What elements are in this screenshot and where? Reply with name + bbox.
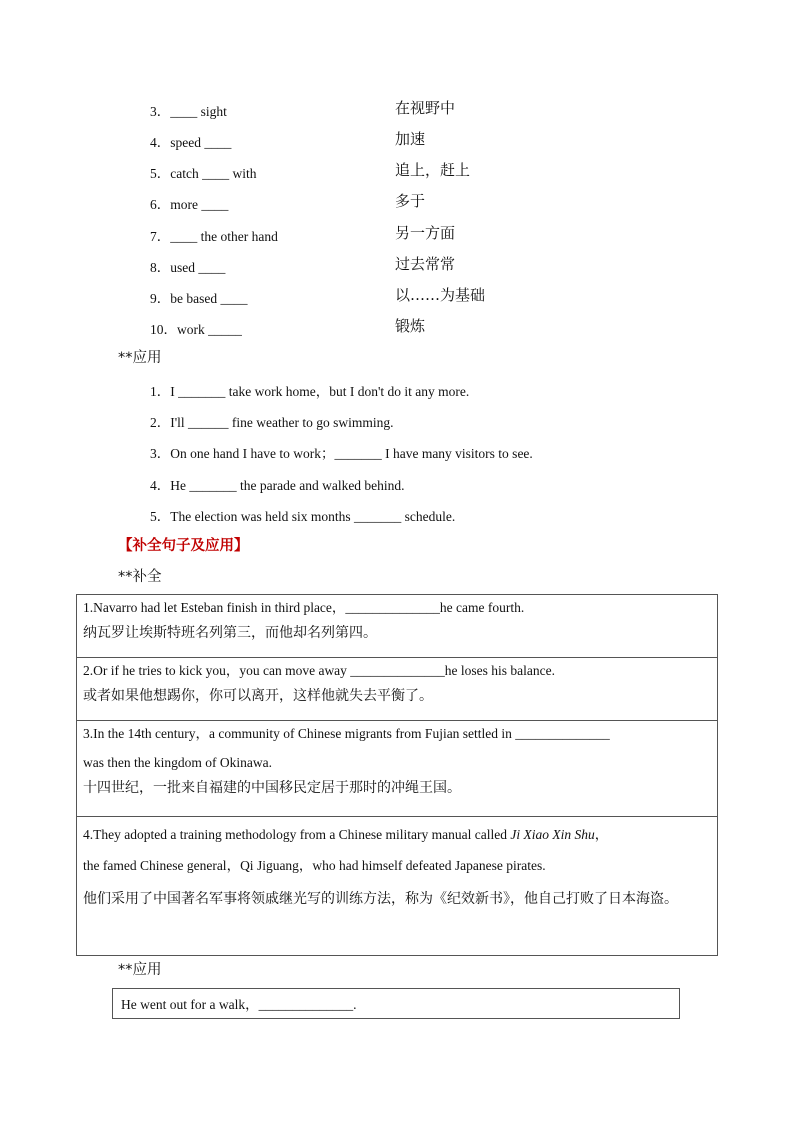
phrase-en: 5．catch ____ with [150,166,257,181]
application2-heading: **应用 [118,962,162,978]
phrase-zh: 加速 [395,130,426,148]
sentence-en-cont: the famed Chinese general，Qi Jiguang，who had himself defeated Japanese pirates. [83,858,546,873]
sentence-table [76,594,718,956]
phrase-en: 9．be based ____ [150,291,248,306]
application2-sentence: He went out for a walk，______________. [121,997,357,1012]
phrase-item [150,128,710,152]
phrase-item [150,315,710,339]
phrase-item [150,284,710,308]
sentence-en-part: ， [594,827,609,842]
sentence-zh: 他们采用了中国著名军事将领戚继光写的训练方法，称为《纪效新书》，他自己打败了日本海盗。 [83,891,678,907]
phrase-zh: 在视野中 [395,99,456,117]
phrase-en: 7．____ the other hand [150,229,278,244]
phrase-zh: 过去常常 [395,255,456,273]
sentence-en-part: 4.They adopted a training methodology from a Chinese military manual called [83,827,511,842]
application-item: 1．I _______ take work home，but I don't do it any more. [150,384,470,399]
sentence-cell [77,595,717,658]
sentence-en-cont: was then the kingdom of Okinawa. [83,755,272,770]
complete-heading: **补全 [118,569,162,585]
application-heading: **应用 [118,350,162,366]
sentence-cell [77,721,717,817]
sentence-zh: 或者如果他想踢你，你可以离开，这样他就失去平衡了。 [83,688,433,704]
phrase-item [150,222,710,246]
phrase-item [150,253,710,277]
phrase-item [150,97,710,121]
sentence-zh: 纳瓦罗让埃斯特班名列第三，而他却名列第四。 [83,625,377,641]
application2-box [112,988,680,1019]
application-item: 3．On one hand I have to work；_______ I have many visitors to see. [150,446,533,461]
application-item: 5．The election was held six months _______ schedule. [150,509,456,524]
phrase-zh: 追上，赶上 [395,161,471,179]
application-item: 4．He _______ the parade and walked behind. [150,478,405,493]
phrase-en: 4．speed ____ [150,135,232,150]
sentence-en: 1.Navarro had let Esteban finish in third place，______________he came fourth. [83,600,525,615]
sentence-en [83,825,711,845]
phrase-zh: 多于 [395,192,426,210]
application-item: 2．I'll ______ fine weather to go swimming. [150,415,394,430]
phrase-item [150,190,710,214]
sentence-en: 3.In the 14th century，a community of Chinese migrants from Fujian settled in ______________ [83,726,610,741]
phrase-item [150,159,710,183]
section-title: 【补全句子及应用】 [118,538,249,554]
sentence-en: 2.Or if he tries to kick you，you can move away ______________he loses his balance. [83,663,556,678]
phrase-en: 6．more ____ [150,197,229,212]
phrase-en: 10．work _____ [150,322,242,337]
phrase-en: 3．____ sight [150,104,227,119]
sentence-cell [77,817,717,955]
phrase-zh: 锻炼 [395,317,426,335]
book-title: Ji Xiao Xin Shu [510,827,595,842]
sentence-cell [77,658,717,721]
phrase-zh: 以……为基础 [395,286,486,304]
phrase-zh: 另一方面 [395,224,456,242]
sentence-zh: 十四世纪，一批来自福建的中国移民定居于那时的冲绳王国。 [83,780,461,796]
phrase-en: 8．used ____ [150,260,226,275]
